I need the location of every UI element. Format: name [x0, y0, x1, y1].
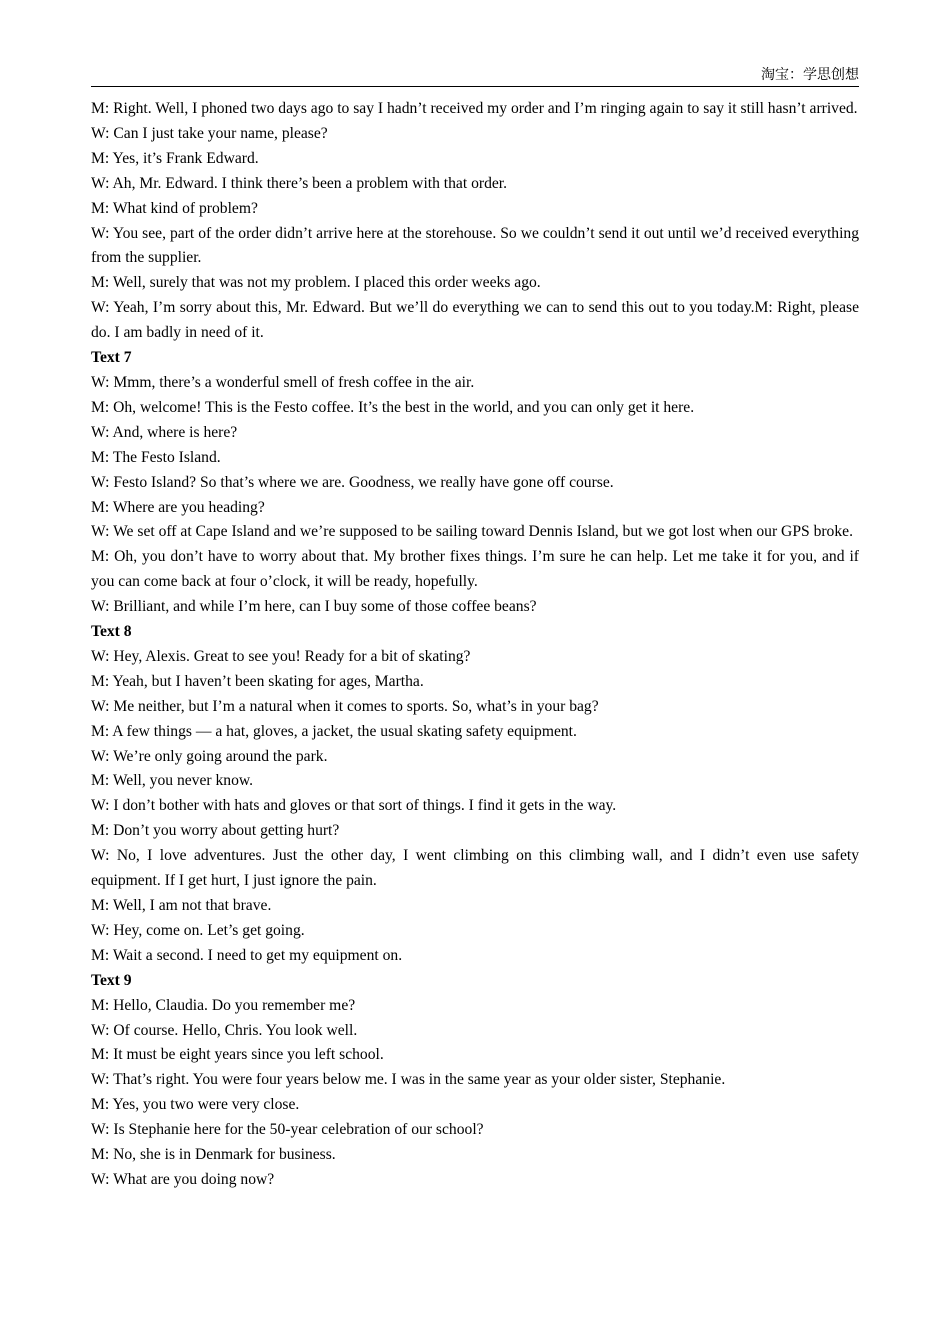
dialogue-line: M: Well, I am not that brave. — [91, 897, 272, 914]
dialogue-line: M: A few things — a hat, gloves, a jacket, the usual skating safety equipment. — [91, 722, 577, 740]
dialogue-line: W: Of course. Hello, Chris. You look well. — [91, 1021, 358, 1039]
section-heading: Text 8 — [91, 623, 132, 641]
dialogue-line: W: I don’t bother with hats and gloves or that sort of things. I find it gets in the way. — [91, 797, 617, 815]
dialogue-line: M: No, she is in Denmark for business. — [91, 1146, 336, 1164]
dialogue-line: M: Well, you never know. — [91, 772, 254, 790]
dialogue-line: W: Yeah, I’m sorry about this, Mr. Edward. But we’ll do everything we can to send this out to you today.M: Right, please do. I am badly in need of it. — [91, 299, 859, 342]
dialogue-line: M: Well, surely that was not my problem. I placed this order weeks ago. — [91, 274, 541, 292]
dialogue-line: W: And, where is here? — [91, 423, 238, 441]
dialogue-line: W: What are you doing now? — [91, 1170, 275, 1188]
page-header: 淘宝：学思创想 — [761, 67, 859, 83]
dialogue-line: M: Yeah, but I haven’t been skating for ages, Martha. — [91, 672, 424, 690]
dialogue-line: W: Brilliant, and while I’m here, can I buy some of those coffee beans? — [91, 598, 537, 616]
section-heading: Text 7 — [91, 349, 132, 367]
dialogue-line: W: Festo Island? So that’s where we are. Goodness, we really have gone off course. — [91, 473, 614, 491]
dialogue-line: M: Don’t you worry about getting hurt? — [91, 822, 340, 840]
dialogue-line: M: It must be eight years since you left school. — [91, 1046, 384, 1064]
dialogue-line: W: Is Stephanie here for the 50-year celebration of our school? — [91, 1121, 484, 1139]
dialogue-line: M: Oh, welcome! This is the Festo coffee. It’s the best in the world, and you can only get it here. — [91, 398, 695, 416]
dialogue-line: W: Me neither, but I’m a natural when it comes to sports. So, what’s in your bag? — [91, 697, 599, 715]
document-body — [91, 97, 859, 1193]
dialogue-line: M: Oh, you don’t have to worry about that. My brother fixes things. I’m sure he can help. Let me take it for you, and if you can come back at four o’clock, it will be ready, hopefully. — [91, 548, 859, 591]
dialogue-line: W: Mmm, there’s a wonderful smell of fresh coffee in the air. — [91, 373, 475, 391]
dialogue-line: W: We set off at Cape Island and we’re supposed to be sailing toward Dennis Island, but we got lost when our GPS broke. — [91, 523, 853, 541]
dialogue-line: M: What kind of problem? — [91, 199, 258, 217]
dialogue-line: W: No, I love adventures. Just the other day, I went climbing on this climbing wall, and I didn’t even use safety equipment. If I get hurt, I just ignore the pain. — [91, 847, 859, 890]
dialogue-line: M: Wait a second. I need to get my equipment on. — [91, 946, 403, 964]
dialogue-line: W: We’re only going around the park. — [91, 747, 328, 765]
dialogue-line: M: Yes, you two were very close. — [91, 1096, 300, 1114]
dialogue-line: W: You see, part of the order didn’t arrive here at the storehouse. So we couldn’t send it out until we’d received everything from the supplier. — [91, 224, 859, 267]
dialogue-line: M: Yes, it’s Frank Edward. — [91, 149, 259, 167]
section-heading: Text 9 — [91, 971, 132, 989]
dialogue-line: W: Hey, Alexis. Great to see you! Ready for a bit of skating? — [91, 647, 471, 665]
dialogue-line: M: Hello, Claudia. Do you remember me? — [91, 996, 356, 1014]
dialogue-line: W: Hey, come on. Let’s get going. — [91, 921, 305, 939]
dialogue-line: W: That’s right. You were four years below me. I was in the same year as your older sister, Stephanie. — [91, 1071, 726, 1089]
dialogue-line: M: Right. Well, I phoned two days ago to say I hadn’t received my order and I’m ringing again to say it still hasn’t arrived. — [91, 100, 858, 117]
dialogue-line: W: Ah, Mr. Edward. I think there’s been a problem with that order. — [91, 174, 508, 192]
header-divider — [91, 86, 859, 87]
dialogue-line: W: Can I just take your name, please? — [91, 124, 328, 142]
dialogue-line: M: Where are you heading? — [91, 498, 265, 516]
dialogue-line: M: The Festo Island. — [91, 448, 221, 466]
